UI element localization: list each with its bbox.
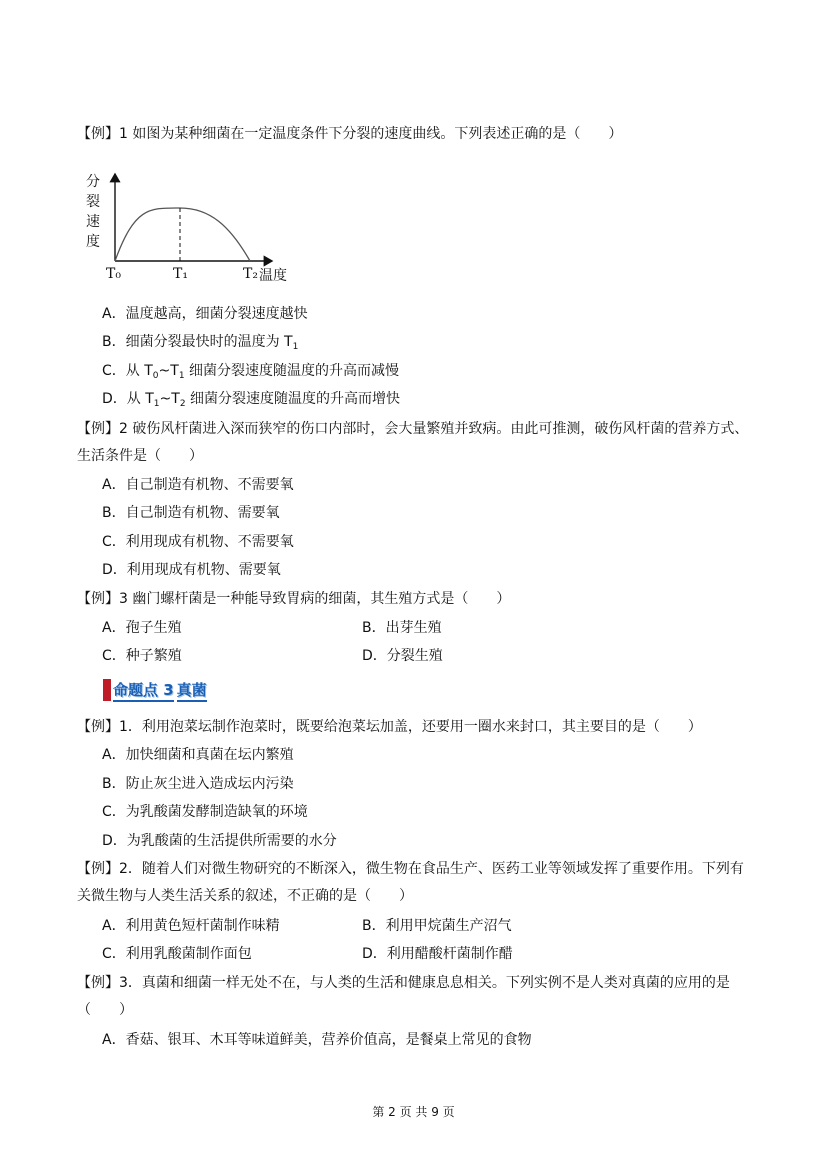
q3-option-a: A．孢子生殖 xyxy=(102,620,182,636)
tick-label-t2: T₂ xyxy=(243,266,258,282)
q1-option-d: D．从 $T_1\sim T_2$ 细菌分裂速度随温度的升高而增快 xyxy=(102,391,401,409)
q1-option-a: A．温度越高，细菌分裂速度越快 xyxy=(102,306,308,322)
question-1-stem: 【例】1 如图为某种细菌在一定温度条件下分裂的速度曲线。下列表述正确的是（ ） xyxy=(77,126,623,142)
q4-option-d: D．为乳酸菌的生活提供所需要的水分 xyxy=(102,833,337,849)
q4-option-b: B．防止灰尘进入造成坛内污染 xyxy=(102,776,294,792)
q1-option-b: B．细菌分裂最快时的温度为 $T_1$ xyxy=(102,334,299,352)
y-label-char-1: 分 xyxy=(86,174,100,190)
speed-curve xyxy=(115,208,250,261)
question-6-stem: 【例】3．真菌和细菌一样无处不在，与人类的生活和健康息息相关。下列实例不是人类对真菌的应用的是（ ） xyxy=(77,975,730,1018)
q2-option-d: D．利用现成有机物、需要氧 xyxy=(102,562,281,578)
tick-label-t0: T₀ xyxy=(106,266,121,282)
y-label-char-3: 速 xyxy=(86,214,100,230)
q5-option-b: B．利用甲烷菌生产沼气 xyxy=(362,918,512,934)
q2-option-b: B．自己制造有机物、需要氧 xyxy=(102,505,280,521)
q2-option-a: A．自己制造有机物、不需要氧 xyxy=(102,477,294,493)
q6-option-a: A．香菇、银耳、木耳等味道鲜美，营养价值高，是餐桌上常见的食物 xyxy=(102,1032,532,1048)
page-number-footer: 第 2 页 共 9 页 xyxy=(372,1105,455,1119)
section-heading-fungi xyxy=(103,678,207,702)
q2-option-c: C．利用现成有机物、不需要氧 xyxy=(102,534,294,550)
q4-option-c: C．为乳酸菌发酵制造缺氧的环境 xyxy=(102,804,308,820)
tick-label-t1: T₁ xyxy=(173,266,188,282)
q3-option-b: B．出芽生殖 xyxy=(362,620,442,636)
question-3-stem: 【例】3 幽门螺杆菌是一种能导致胃病的细菌，其生殖方式是（ ） xyxy=(77,591,511,607)
x-axis-label: 温度 xyxy=(259,268,287,284)
y-label-char-4: 度 xyxy=(86,234,100,250)
q3-option-c: C．种子繁殖 xyxy=(102,648,182,664)
q3-option-d: D．分裂生殖 xyxy=(362,648,443,664)
q4-option-a: A．加快细菌和真菌在坛内繁殖 xyxy=(102,747,294,763)
section-marker-bar xyxy=(103,679,111,701)
q5-option-a: A．利用黄色短杆菌制作味精 xyxy=(102,918,280,934)
section-title: 真菌 xyxy=(177,679,207,702)
y-label-char-2: 裂 xyxy=(86,194,100,210)
q1-option-c: C．从 $T_0\sim T_1$ 细菌分裂速度随温度的升高而减慢 xyxy=(102,363,399,381)
question-5-stem: 【例】2．随着人们对微生物研究的不断深入，微生物在食品生产、医药工业等领域发挥了重要作用。下列有关微生物与人类生活关系的叙述，不正确的是（ ） xyxy=(77,861,744,904)
question-2-stem: 【例】2 破伤风杆菌进入深而狭窄的伤口内部时，会大量繁殖并致病。由此可推测，破伤风杆菌的营养方式、生活条件是（ ） xyxy=(77,421,749,464)
q5-option-c: C．利用乳酸菌制作面包 xyxy=(102,946,252,962)
q5-option-d: D．利用醋酸杆菌制作醋 xyxy=(362,946,513,962)
section-number: 命题点 3 xyxy=(113,679,174,702)
question-4-stem: 【例】1．利用泡菜坛制作泡菜时，既要给泡菜坛加盖，还要用一圈水来封口，其主要目的是（ ） xyxy=(77,719,702,735)
division-speed-chart xyxy=(80,168,295,288)
